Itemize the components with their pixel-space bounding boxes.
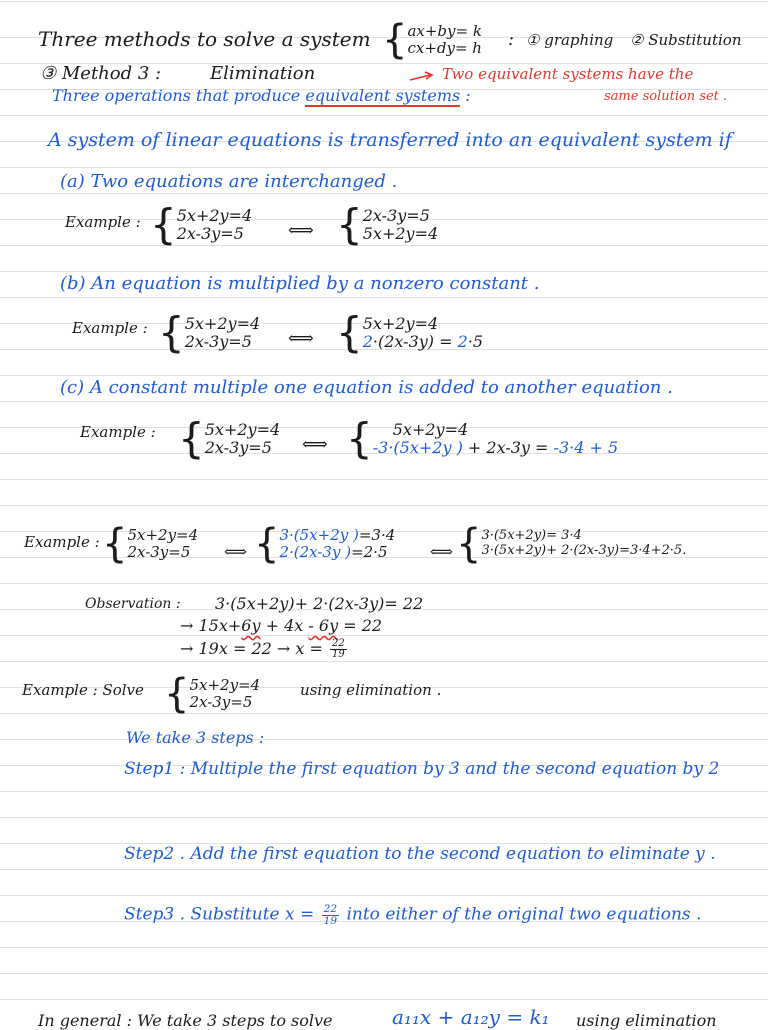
intro-colon: :: [508, 29, 515, 50]
rule-b-right-system: [336, 308, 484, 357]
solve-label: Example : Solve: [22, 681, 144, 699]
step1: Step1 : Multiple the first equation by 3 and the second equation by 2: [124, 759, 720, 779]
solve-eq2: 2x-3y=5: [189, 693, 253, 711]
rule-c-left-system: [178, 414, 281, 463]
obs-term-6y: 6y: [241, 616, 261, 635]
obs-line3-a: 19x = 22: [198, 638, 272, 658]
example2-system2: [254, 521, 396, 567]
left-brace-icon: {: [382, 17, 408, 63]
arrow-right-icon: →: [276, 638, 291, 658]
observation-line1: 3·(5x+2y)+ 2·(2x-3y)= 22: [215, 594, 424, 613]
rule-b-multiplier-rhs: 2: [457, 332, 468, 351]
obs-frac-num: 22: [332, 638, 345, 649]
operations-tail: :: [465, 86, 471, 105]
footer-lead: In general : We take 3 steps to solve: [38, 1011, 333, 1030]
rule-a-right-eq1: 2x-3y=5: [362, 205, 430, 225]
obs-term-minus-6y: - 6y: [308, 616, 339, 635]
rule-a-right-eq2: 5x+2y=4: [362, 224, 439, 243]
arrow-right-icon: →: [180, 616, 194, 635]
step2: Step2 . Add the first equation to the second equation to eliminate y .: [124, 844, 716, 864]
example2-s2-eq2-mult: 2·(2x-3y ): [279, 543, 352, 561]
example2-s2-eq1-rest: =3·4: [358, 525, 396, 544]
footer-equation: a₁₁x + a₁₂y = k₁: [392, 1005, 550, 1029]
method-graphing: ① graphing: [526, 31, 614, 49]
left-brace-icon: {: [164, 671, 190, 717]
rule-a-left-eq1: 5x+2y=4: [176, 205, 253, 225]
observation-line3: [180, 639, 349, 660]
rule-a-iff: ⟺: [288, 220, 314, 241]
intro-system: [382, 17, 482, 63]
rule-c-iff: ⟺: [302, 434, 328, 455]
rule-c-rhs: -3·4 + 5: [553, 438, 619, 457]
example2-s2-eq2: [279, 544, 395, 561]
intro-eq2: cx+dy= h: [407, 39, 482, 57]
observation-label: Observation :: [85, 596, 181, 612]
left-brace-icon: {: [336, 200, 363, 249]
rule-b-iff: ⟺: [288, 328, 314, 349]
rule-a-text: (a) Two equations are interchanged .: [60, 171, 398, 192]
left-brace-icon: {: [336, 308, 363, 357]
example2-s1-eq1: 5x+2y=4: [127, 525, 199, 544]
method3-name: Elimination: [210, 63, 316, 84]
intro-eq1: ax+by= k: [407, 21, 482, 40]
left-brace-icon: {: [102, 521, 128, 567]
left-brace-icon: {: [346, 414, 373, 463]
rule-b-mid: ·(2x-3y) =: [372, 332, 453, 351]
step3-fraction: [322, 904, 339, 926]
rule-b-multiplier: 2: [362, 332, 373, 351]
example2-s1-eq2: 2x-3y=5: [127, 543, 191, 561]
annotation-line1: Two equivalent systems have the: [442, 65, 694, 83]
intro-title: Three methods to solve a system: [38, 27, 371, 51]
example2-s3-eq1: 3·(5x+2y)= 3·4: [481, 528, 582, 544]
steps-intro: We take 3 steps :: [126, 728, 265, 747]
left-brace-icon: {: [178, 414, 205, 463]
example2-system1: [102, 521, 199, 567]
step3: [124, 904, 701, 926]
statement: A system of linear equations is transferred into an equivalent system if: [48, 129, 732, 151]
step3-a: Step3 . Substitute: [124, 904, 280, 925]
rule-c-example-label: Example :: [80, 423, 156, 441]
footer-tail: using elimination: [576, 1011, 717, 1030]
operations-line: [52, 87, 471, 105]
observation-line2: [180, 617, 382, 635]
step3-x: x =: [285, 904, 315, 925]
rule-b-example-label: Example :: [72, 319, 148, 337]
rule-a-left-eq2: 2x-3y=5: [176, 224, 244, 243]
rule-c-left-eq1: 5x+2y=4: [204, 419, 281, 439]
rule-b-left-eq2: 2x-3y=5: [184, 332, 252, 351]
rule-b-right-eq1: 5x+2y=4: [362, 313, 439, 333]
rule-a-left-system: [150, 200, 253, 249]
example2-s2-eq2-rest: =2·5: [351, 543, 388, 561]
obs-frac-den: 19: [332, 648, 345, 660]
rule-c-left-eq2: 2x-3y=5: [204, 438, 272, 457]
solve-method: using elimination .: [300, 681, 442, 699]
arrow-right-icon: [408, 70, 436, 84]
solve-eq1: 5x+2y=4: [189, 675, 261, 694]
rule-c-multiple: -3·(5x+2y ): [372, 438, 463, 457]
method-substitution: ② Substitution: [630, 31, 742, 49]
operations-lead: Three operations that produce: [52, 86, 301, 105]
example2-iff2: ⟺: [430, 542, 453, 561]
method3-label: ③ Method 3 :: [40, 63, 162, 84]
example2-system3: [456, 521, 687, 567]
arrow-right-icon: →: [180, 638, 194, 658]
rule-a-example-label: Example :: [65, 213, 141, 231]
rule-a-right-system: [336, 200, 439, 249]
obs-term-a: 15x+: [198, 616, 242, 635]
obs-line3-b: x =: [295, 638, 323, 658]
rule-b-left-eq1: 5x+2y=4: [184, 313, 261, 333]
example2-s2-eq1: [279, 527, 395, 544]
step3-b: into either of the original two equations .: [346, 904, 702, 925]
step3-frac-num: 22: [323, 903, 338, 915]
rule-c-text: (c) A constant multiple one equation is added to another equation .: [60, 377, 673, 398]
rule-c-right-eq1: 5x+2y=4: [392, 419, 469, 439]
obs-term-c: + 4x: [265, 616, 304, 635]
left-brace-icon: {: [456, 521, 482, 567]
example2-s3-eq2: 3·(5x+2y)+ 2·(2x-3y)=3·4+2·5.: [481, 543, 687, 558]
rule-c-mid: + 2x-3y =: [467, 438, 549, 457]
annotation-line2: same solution set .: [604, 89, 728, 104]
left-brace-icon: {: [150, 200, 177, 249]
example2-iff1: ⟺: [224, 542, 247, 561]
rule-b-end: ·5: [467, 332, 484, 351]
obs-fraction: [330, 639, 347, 660]
rule-b-text: (b) An equation is multiplied by a nonzero constant .: [60, 273, 540, 294]
step3-frac-den: 19: [323, 914, 338, 927]
operations-underlined: equivalent systems: [305, 86, 461, 105]
obs-term-e: = 22: [343, 616, 383, 635]
rule-b-right-eq2: [363, 333, 483, 351]
rule-b-left-system: [158, 308, 261, 357]
example2-s2-eq1-mult: 3·(5x+2y ): [279, 525, 359, 544]
example2-label: Example :: [24, 533, 100, 551]
rule-c-right-system: [346, 414, 619, 463]
rule-c-right-eq2: [373, 439, 618, 457]
left-brace-icon: {: [254, 521, 280, 567]
solve-system: [164, 671, 261, 717]
left-brace-icon: {: [158, 308, 185, 357]
